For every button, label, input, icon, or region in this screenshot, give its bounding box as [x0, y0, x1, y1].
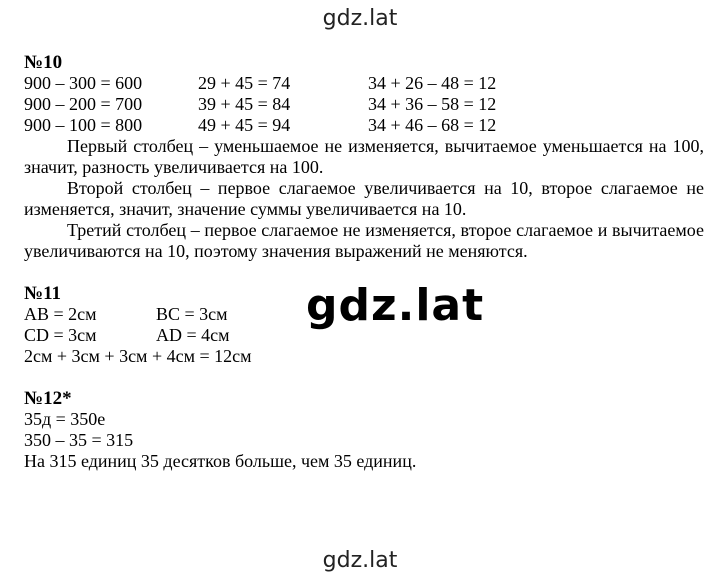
expression: 29 + 45 = 74	[198, 73, 291, 93]
task-11-row	[24, 304, 704, 325]
task-10-title: №10	[24, 52, 63, 73]
document-body	[24, 52, 704, 472]
paragraph-first-column: Первый столбец – уменьшаемое не изменяется, вычитаемое уменьшается на 100, значит, разность увеличивается на 100.	[24, 136, 704, 177]
watermark-middle: gdz.lat	[306, 280, 485, 331]
task-11-row	[24, 325, 704, 346]
expression: 900 – 300 = 600	[24, 73, 143, 93]
expression: 39 + 45 = 84	[198, 94, 291, 114]
paragraph-second-column: Второй столбец – первое слагаемое увеличивается на 10, второе слагаемое не изменяется, значит, значение суммы увеличивается на 10.	[24, 178, 704, 219]
task-12-line: На 315 единиц 35 десятков больше, чем 35 единиц.	[24, 451, 417, 471]
expression: 900 – 100 = 800	[24, 115, 143, 135]
expression: 900 – 200 = 700	[24, 94, 143, 114]
task-10-row	[24, 115, 704, 136]
segment-length: AD = 4см	[156, 325, 230, 345]
perimeter-sum: 2см + 3см + 3см + 4см = 12см	[24, 346, 252, 366]
segment-length: CD = 3см	[24, 325, 97, 345]
watermark-top: gdz.lat	[322, 6, 398, 31]
expression: 34 + 26 – 48 = 12	[368, 73, 497, 93]
segment-length: AB = 2см	[24, 304, 97, 324]
paragraph-third-column: Третий столбец – первое слагаемое не изменяется, второе слагаемое и вычитаемое увеличиваются на 10, поэтому значения выражений не меняются.	[24, 220, 704, 261]
task-10-row	[24, 73, 704, 94]
task-12-line: 350 – 35 = 315	[24, 430, 134, 450]
expression: 49 + 45 = 94	[198, 115, 291, 135]
task-11-title: №11	[24, 283, 62, 304]
expression: 34 + 36 – 58 = 12	[368, 94, 497, 114]
task-12-line: 35д = 350е	[24, 409, 106, 429]
segment-length: BC = 3см	[156, 304, 228, 324]
watermark-bottom: gdz.lat	[322, 548, 398, 573]
task-10-row	[24, 94, 704, 115]
task-12-title: №12*	[24, 388, 72, 409]
expression: 34 + 46 – 68 = 12	[368, 115, 497, 135]
